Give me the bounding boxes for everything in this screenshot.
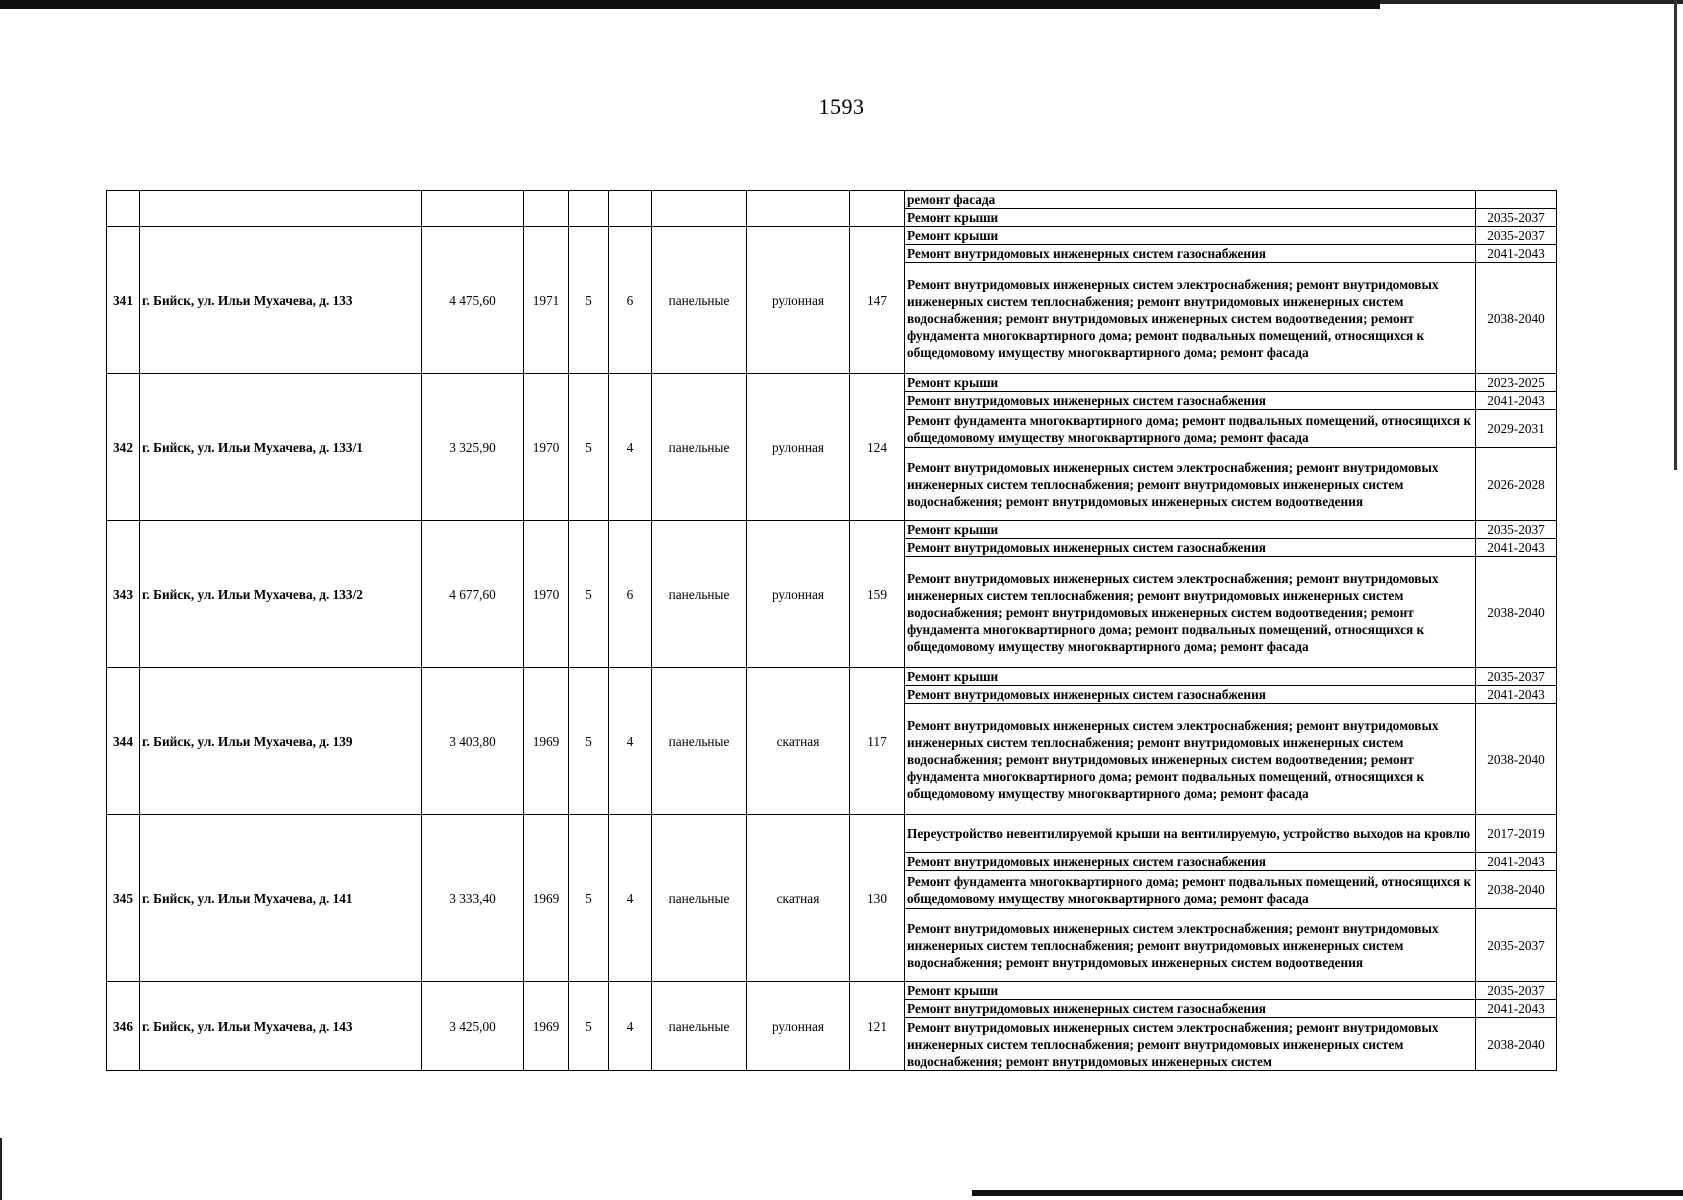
building-entrances: 6 bbox=[609, 227, 652, 374]
building-area: 3 403,80 bbox=[422, 668, 524, 815]
building-address: г. Бийск, ул. Ильи Мухачева, д. 141 bbox=[140, 815, 422, 982]
work-period: 2038-2040 bbox=[1476, 263, 1557, 374]
building-wall-material: панельные bbox=[652, 374, 747, 521]
table-row bbox=[107, 521, 1557, 539]
building-number: 341 bbox=[107, 227, 140, 374]
building-roof-type: скатная bbox=[747, 668, 850, 815]
work-period: 2035-2037 bbox=[1476, 209, 1557, 227]
building-number: 343 bbox=[107, 521, 140, 668]
continuation-empty-cell bbox=[609, 191, 652, 227]
building-number: 345 bbox=[107, 815, 140, 982]
continuation-empty-cell bbox=[652, 191, 747, 227]
building-residents: 130 bbox=[850, 815, 905, 982]
table-row bbox=[107, 982, 1557, 1000]
work-description: Ремонт крыши bbox=[905, 982, 1476, 1000]
building-number: 342 bbox=[107, 374, 140, 521]
building-floors: 5 bbox=[569, 227, 609, 374]
continuation-empty-cell bbox=[850, 191, 905, 227]
building-year: 1969 bbox=[524, 668, 569, 815]
building-floors: 5 bbox=[569, 374, 609, 521]
building-residents: 124 bbox=[850, 374, 905, 521]
work-description: Ремонт крыши bbox=[905, 521, 1476, 539]
building-year: 1970 bbox=[524, 374, 569, 521]
continuation-empty-cell bbox=[524, 191, 569, 227]
building-residents: 147 bbox=[850, 227, 905, 374]
building-floors: 5 bbox=[569, 815, 609, 982]
work-period: 2035-2037 bbox=[1476, 668, 1557, 686]
building-floors: 5 bbox=[569, 521, 609, 668]
building-area: 4 677,60 bbox=[422, 521, 524, 668]
building-number: 344 bbox=[107, 668, 140, 815]
building-year: 1969 bbox=[524, 815, 569, 982]
building-entrances: 4 bbox=[609, 982, 652, 1071]
work-period: 2041-2043 bbox=[1476, 1000, 1557, 1018]
work-period: 2041-2043 bbox=[1476, 686, 1557, 704]
building-floors: 5 bbox=[569, 668, 609, 815]
work-period: 2041-2043 bbox=[1476, 853, 1557, 871]
continuation-empty-cell bbox=[422, 191, 524, 227]
work-description: Ремонт внутридомовых инженерных систем газоснабжения bbox=[905, 1000, 1476, 1018]
work-description: Ремонт внутридомовых инженерных систем газоснабжения bbox=[905, 392, 1476, 410]
building-wall-material: панельные bbox=[652, 227, 747, 374]
scan-edge-right bbox=[1674, 0, 1677, 470]
building-residents: 121 bbox=[850, 982, 905, 1071]
building-entrances: 4 bbox=[609, 815, 652, 982]
building-entrances: 4 bbox=[609, 374, 652, 521]
building-area: 3 325,90 bbox=[422, 374, 524, 521]
scan-edge-left bbox=[0, 1138, 2, 1200]
building-wall-material: панельные bbox=[652, 815, 747, 982]
work-description: Ремонт крыши bbox=[905, 668, 1476, 686]
building-roof-type: рулонная bbox=[747, 982, 850, 1071]
building-wall-material: панельные bbox=[652, 668, 747, 815]
work-period: 2041-2043 bbox=[1476, 245, 1557, 263]
work-description: Ремонт внутридомовых инженерных систем газоснабжения bbox=[905, 686, 1476, 704]
work-description: Ремонт внутридомовых инженерных систем электроснабжения; ремонт внутридомовых инженерных систем теплоснабжения; ремонт внутридомовых инженерных систем водоснабжения; ремонт внутридомовых инженерных систем водоотведения; ремонт фундамента многоквартирного дома; ремонт подвальных помещений, относящихся к общедомовому имуществу многоквартирного дома; ремонт фасада bbox=[905, 557, 1476, 668]
repair-schedule-table bbox=[106, 190, 1557, 1071]
building-area: 3 333,40 bbox=[422, 815, 524, 982]
work-period: 2038-2040 bbox=[1476, 1018, 1557, 1071]
building-year: 1969 bbox=[524, 982, 569, 1071]
work-description: Ремонт внутридомовых инженерных систем электроснабжения; ремонт внутридомовых инженерных систем теплоснабжения; ремонт внутридомовых инженерных систем водоснабжения; ремонт внутридомовых инженерных систем водоотведения bbox=[905, 909, 1476, 982]
continuation-empty-cell bbox=[569, 191, 609, 227]
building-address: г. Бийск, ул. Ильи Мухачева, д. 133/1 bbox=[140, 374, 422, 521]
continuation-empty-cell bbox=[107, 191, 140, 227]
continuation-row bbox=[107, 191, 1557, 209]
work-period: 2029-2031 bbox=[1476, 410, 1557, 448]
building-wall-material: панельные bbox=[652, 521, 747, 668]
work-period: 2023-2025 bbox=[1476, 374, 1557, 392]
work-period: 2041-2043 bbox=[1476, 539, 1557, 557]
work-description: ремонт фасада bbox=[905, 191, 1476, 209]
work-period: 2041-2043 bbox=[1476, 392, 1557, 410]
work-description: Ремонт внутридомовых инженерных систем газоснабжения bbox=[905, 853, 1476, 871]
work-description: Ремонт крыши bbox=[905, 227, 1476, 245]
building-roof-type: рулонная bbox=[747, 227, 850, 374]
building-address: г. Бийск, ул. Ильи Мухачева, д. 143 bbox=[140, 982, 422, 1071]
work-period: 2038-2040 bbox=[1476, 704, 1557, 815]
work-description: Ремонт внутридомовых инженерных систем электроснабжения; ремонт внутридомовых инженерных систем теплоснабжения; ремонт внутридомовых инженерных систем водоснабжения; ремонт внутридомовых инженерных систем bbox=[905, 1018, 1476, 1071]
continuation-empty-cell bbox=[140, 191, 422, 227]
building-entrances: 6 bbox=[609, 521, 652, 668]
work-period: 2035-2037 bbox=[1476, 227, 1557, 245]
work-description: Ремонт крыши bbox=[905, 209, 1476, 227]
work-period: 2026-2028 bbox=[1476, 448, 1557, 521]
building-roof-type: рулонная bbox=[747, 521, 850, 668]
work-description: Ремонт крыши bbox=[905, 374, 1476, 392]
building-year: 1970 bbox=[524, 521, 569, 668]
building-address: г. Бийск, ул. Ильи Мухачева, д. 139 bbox=[140, 668, 422, 815]
work-description: Ремонт фундамента многоквартирного дома; ремонт подвальных помещений, относящихся к общедомовому имуществу многоквартирного дома; ремонт фасада bbox=[905, 871, 1476, 909]
building-residents: 159 bbox=[850, 521, 905, 668]
work-description: Ремонт внутридомовых инженерных систем электроснабжения; ремонт внутридомовых инженерных систем теплоснабжения; ремонт внутридомовых инженерных систем водоснабжения; ремонт внутридомовых инженерных систем водоотведения; ремонт фундамента многоквартирного дома; ремонт подвальных помещений, относящихся к общедомовому имуществу многоквартирного дома; ремонт фасада bbox=[905, 704, 1476, 815]
work-description: Ремонт внутридомовых инженерных систем электроснабжения; ремонт внутридомовых инженерных систем теплоснабжения; ремонт внутридомовых инженерных систем водоснабжения; ремонт внутридомовых инженерных систем водоотведения; ремонт фундамента многоквартирного дома; ремонт подвальных помещений, относящихся к общедомовому имуществу многоквартирного дома; ремонт фасада bbox=[905, 263, 1476, 374]
building-roof-type: скатная bbox=[747, 815, 850, 982]
building-area: 4 475,60 bbox=[422, 227, 524, 374]
building-address: г. Бийск, ул. Ильи Мухачева, д. 133 bbox=[140, 227, 422, 374]
work-period: 2017-2019 bbox=[1476, 815, 1557, 853]
work-period: 2035-2037 bbox=[1476, 909, 1557, 982]
work-description: Ремонт фундамента многоквартирного дома; ремонт подвальных помещений, относящихся к общедомовому имуществу многоквартирного дома; ремонт фасада bbox=[905, 410, 1476, 448]
building-wall-material: панельные bbox=[652, 982, 747, 1071]
scan-edge-bottom bbox=[972, 1190, 1683, 1196]
building-floors: 5 bbox=[569, 982, 609, 1071]
scan-edge-top-right bbox=[1380, 0, 1683, 4]
table-body bbox=[107, 191, 1557, 1071]
table-row bbox=[107, 227, 1557, 245]
building-year: 1971 bbox=[524, 227, 569, 374]
building-address: г. Бийск, ул. Ильи Мухачева, д. 133/2 bbox=[140, 521, 422, 668]
building-entrances: 4 bbox=[609, 668, 652, 815]
page-number: 1593 bbox=[818, 94, 865, 119]
work-period: 2038-2040 bbox=[1476, 557, 1557, 668]
work-description: Ремонт внутридомовых инженерных систем газоснабжения bbox=[905, 245, 1476, 263]
work-period: 2038-2040 bbox=[1476, 871, 1557, 909]
work-period bbox=[1476, 191, 1557, 209]
work-period: 2035-2037 bbox=[1476, 521, 1557, 539]
work-description: Переустройство невентилируемой крыши на вентилируемую, устройство выходов на кровлю bbox=[905, 815, 1476, 853]
work-period: 2035-2037 bbox=[1476, 982, 1557, 1000]
continuation-empty-cell bbox=[747, 191, 850, 227]
building-area: 3 425,00 bbox=[422, 982, 524, 1071]
table-row bbox=[107, 815, 1557, 853]
work-description: Ремонт внутридомовых инженерных систем электроснабжения; ремонт внутридомовых инженерных систем теплоснабжения; ремонт внутридомовых инженерных систем водоснабжения; ремонт внутридомовых инженерных систем водоотведения bbox=[905, 448, 1476, 521]
building-roof-type: рулонная bbox=[747, 374, 850, 521]
work-description: Ремонт внутридомовых инженерных систем газоснабжения bbox=[905, 539, 1476, 557]
table-row bbox=[107, 668, 1557, 686]
table-row bbox=[107, 374, 1557, 392]
building-residents: 117 bbox=[850, 668, 905, 815]
building-number: 346 bbox=[107, 982, 140, 1071]
scan-edge-top bbox=[0, 0, 1380, 9]
